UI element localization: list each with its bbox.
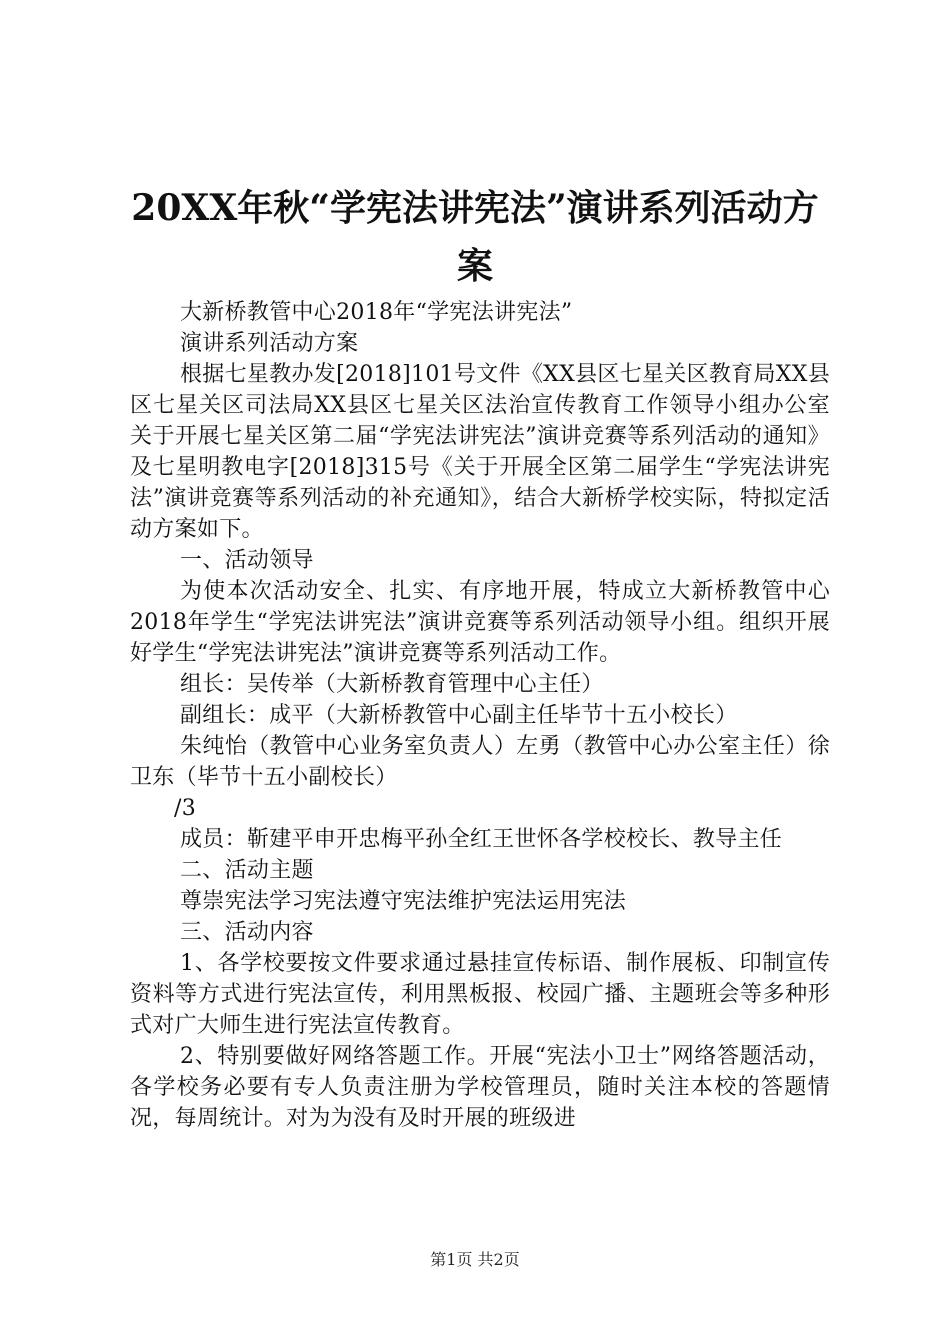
page-footer: 第1页 共2页: [430, 1250, 520, 1269]
paragraph-deputy-leader: 副组长：成平（大新桥教管中心副主任毕节十五小校长）: [180, 703, 738, 728]
paragraph-group-leader: 组长：吴传举（大新桥教育管理中心主任）: [180, 672, 604, 697]
document-title-line-1: 20XX年秋“学宪法讲宪法”演讲系列活动方: [131, 187, 819, 229]
section-heading-leadership: 一、活动领导: [180, 548, 314, 573]
subtitle-line-1: 大新桥教管中心2018年“学宪法讲宪法”: [180, 300, 573, 325]
subtitle-line-2: 演讲系列活动方案: [180, 331, 359, 356]
paragraph-deputy-members: 朱纯怡（教管中心业务室负责人）左勇（教管中心办公室主任）徐卫东（毕节十五小副校长）: [130, 734, 830, 790]
paragraph-content-1: 1、各学校要按文件要求通过悬挂宣传标语、制作展板、印制宣传资料等方式进行宪法宣传，利用黑板报、校园广播、主题班会等多种形式对广大师生进行宪法宣传教育。: [130, 951, 830, 1038]
paragraph-content-2: 2、特别要做好网络答题工作。开展“宪法小卫士”网络答题活动，各学校务必要有专人负责注册为学校管理员，随时关注本校的答题情况，每周统计。对为为没有及时开展的班级进: [130, 1044, 830, 1131]
paragraph-basis: 根据七星教办发[2018]101号文件《XX县区七星关区教育局XX县区七星关区司法局XX县区七星关区法治宣传教育工作领导小组办公室关于开展七星关区第二届“学宪法讲宪法”演讲竞赛等系列活动的通知》及七星明教电字[2018]315号《关于开展全区第二届学生“学宪法讲宪法”演讲竞赛等系列活动的补充通知》，结合大新桥学校实际，特拟定活动方案如下。: [130, 362, 830, 542]
paragraph-leadership: 为使本次活动安全、扎实、有序地开展，特成立大新桥教管中心2018年学生“学宪法讲宪法”演讲竞赛等系列活动领导小组。组织开展好学生“学宪法讲宪法”演讲竞赛等系列活动工作。: [130, 579, 830, 666]
document-title-line-2: 案: [456, 245, 493, 287]
document-body: [130, 297, 830, 1134]
paragraph-members: 成员：靳建平申开忠梅平孙全红王世怀各学校校长、教导主任: [180, 827, 783, 852]
paragraph-theme: 尊崇宪法学习宪法遵守宪法维护宪法运用宪法: [180, 889, 627, 914]
page-mark: /3: [174, 796, 197, 821]
section-heading-content: 三、活动内容: [180, 920, 314, 945]
section-heading-theme: 二、活动主题: [180, 858, 314, 883]
